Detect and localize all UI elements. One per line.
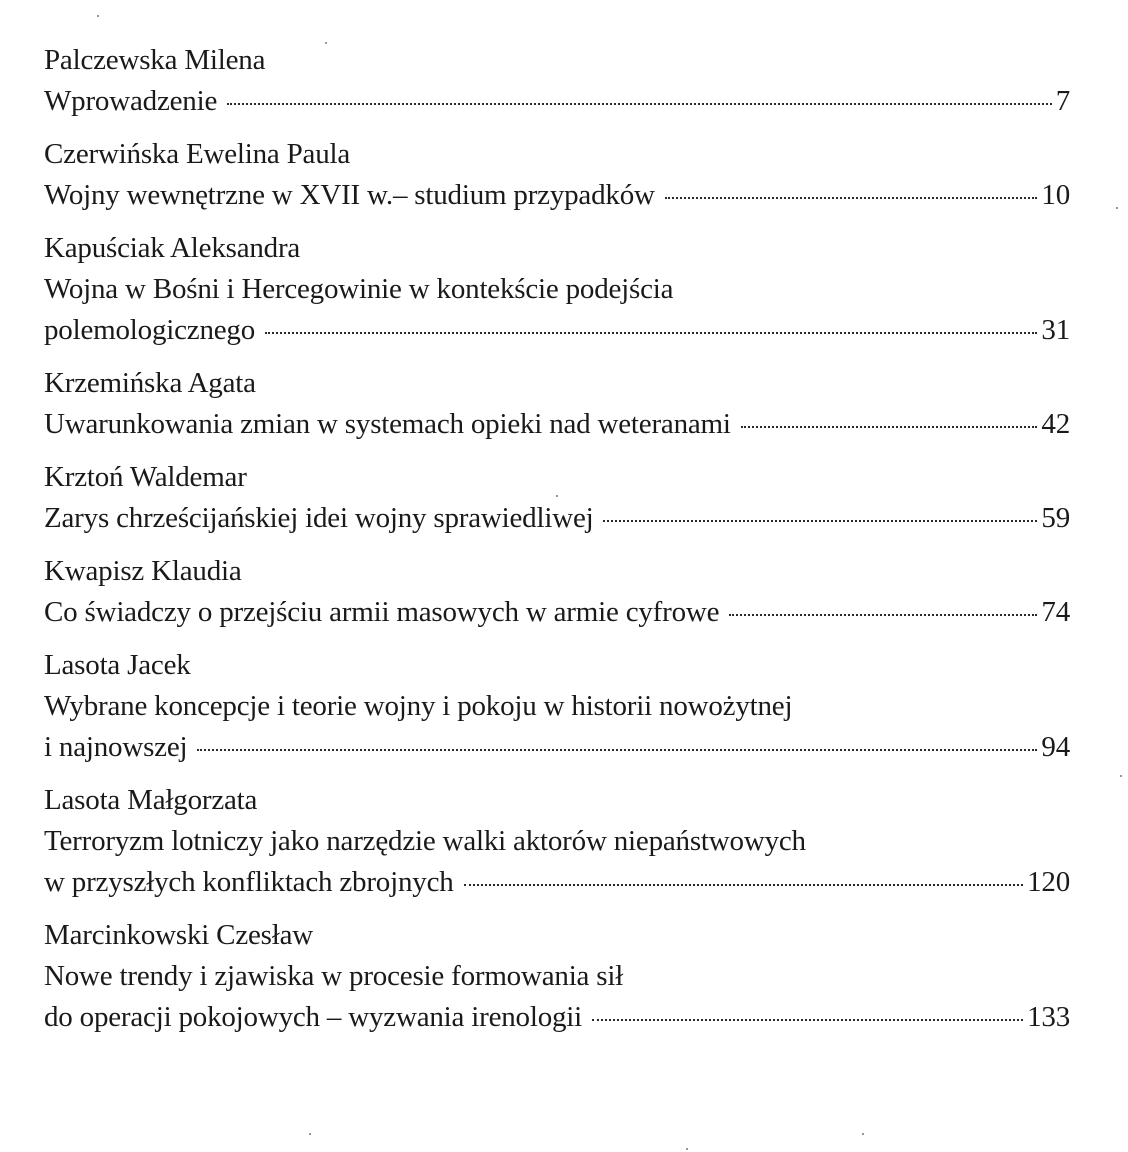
scan-speck	[97, 15, 99, 17]
scan-speck	[556, 495, 558, 497]
toc-page-number: 42	[1041, 408, 1070, 440]
toc-title-line: Terroryzm lotniczy jako narzędzie walki aktorów niepaństwowych	[44, 825, 806, 857]
toc-entry	[44, 40, 1070, 122]
dot-leader	[197, 749, 1037, 751]
toc-author: Krztoń Waldemar	[44, 461, 247, 493]
toc-page-number: 7	[1055, 85, 1070, 117]
toc-title-row	[44, 862, 1070, 903]
toc-page-number: 120	[1027, 866, 1070, 898]
toc-entry	[44, 780, 1070, 903]
toc-title-row	[44, 175, 1070, 216]
toc-title-row	[44, 498, 1070, 539]
toc-title-text: Co świadczy o przejściu armii masowych w armie cyfrowe	[44, 596, 720, 628]
toc-author: Krzemińska Agata	[44, 367, 256, 399]
toc-page-number: 59	[1041, 502, 1070, 534]
toc-title-text: Uwarunkowania zmian w systemach opieki nad weteranami	[44, 408, 731, 440]
toc-author: Kapuściak Aleksandra	[44, 232, 301, 264]
dot-leader	[665, 197, 1038, 199]
scan-speck	[1120, 775, 1122, 777]
toc-title-row	[44, 310, 1070, 351]
scan-speck	[325, 42, 327, 44]
toc-title-text: Wojny wewnętrzne w XVII w.– studium przypadków	[44, 179, 655, 211]
scan-speck	[686, 1148, 688, 1150]
toc-entry	[44, 228, 1070, 351]
toc-title-text: Zarys chrześcijańskiej idei wojny sprawiedliwej	[44, 502, 594, 534]
toc-page-number: 94	[1041, 731, 1070, 763]
dot-leader	[592, 1019, 1023, 1021]
toc-entry	[44, 363, 1070, 445]
toc-title-line: Nowe trendy i zjawiska w procesie formowania sił	[44, 960, 624, 992]
toc-title-line: Wojna w Bośni i Hercegowinie w kontekście podejścia	[44, 273, 674, 305]
toc-title-text: Wprowadzenie	[44, 85, 218, 117]
toc-title-row	[44, 727, 1070, 768]
toc-author: Kwapisz Klaudia	[44, 555, 242, 587]
dot-leader	[464, 884, 1024, 886]
toc-entry	[44, 457, 1070, 539]
dot-leader	[603, 520, 1037, 522]
dot-leader	[741, 426, 1038, 428]
table-of-contents	[44, 40, 1070, 1050]
toc-entry	[44, 134, 1070, 216]
toc-title-line: Wybrane koncepcje i teorie wojny i pokoju w historii nowożytnej	[44, 690, 793, 722]
toc-page-number: 31	[1041, 314, 1070, 346]
dot-leader	[227, 103, 1052, 105]
toc-title-row	[44, 81, 1070, 122]
toc-page-number: 74	[1041, 596, 1070, 628]
toc-title-text: polemologicznego	[44, 314, 256, 346]
scan-speck	[1116, 207, 1118, 209]
toc-author: Marcinkowski Czesław	[44, 919, 314, 951]
toc-title-row	[44, 592, 1070, 633]
toc-author: Lasota Małgorzata	[44, 784, 258, 816]
dot-leader	[729, 614, 1037, 616]
toc-entry	[44, 915, 1070, 1038]
toc-page-number: 133	[1027, 1001, 1070, 1033]
toc-title-text: w przyszłych konfliktach zbrojnych	[44, 866, 454, 898]
toc-author: Czerwińska Ewelina Paula	[44, 138, 351, 170]
toc-author: Palczewska Milena	[44, 44, 266, 76]
toc-page-number: 10	[1041, 179, 1070, 211]
toc-entry	[44, 551, 1070, 633]
scan-speck	[309, 1133, 311, 1135]
toc-entry	[44, 645, 1070, 768]
toc-title-text: i najnowszej	[44, 731, 188, 763]
toc-title-row	[44, 404, 1070, 445]
dot-leader	[265, 332, 1037, 334]
toc-title-row	[44, 997, 1070, 1038]
scan-speck	[862, 1133, 864, 1135]
toc-author: Lasota Jacek	[44, 649, 191, 681]
toc-title-text: do operacji pokojowych – wyzwania irenologii	[44, 1001, 583, 1033]
